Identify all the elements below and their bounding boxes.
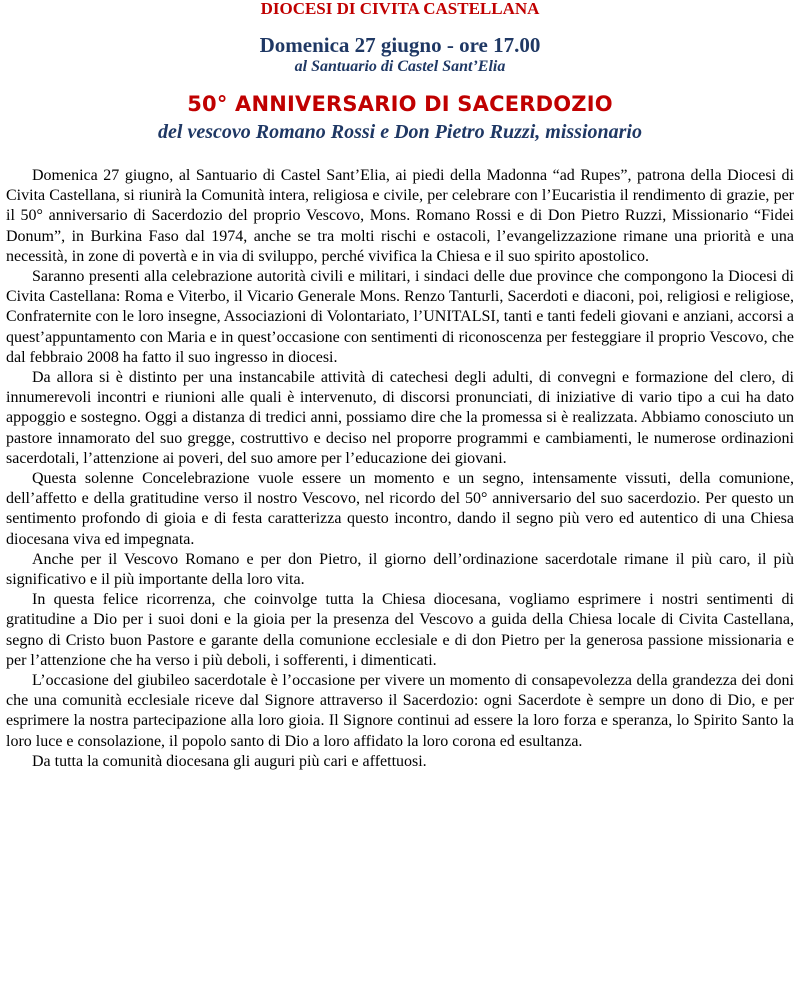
article-body <box>6 166 794 772</box>
body-paragraph: Da tutta la comunità diocesana gli auguri più cari e affettuosi. <box>32 752 427 770</box>
diocese-header: DIOCESI DI CIVITA CASTELLANA <box>260 0 540 18</box>
body-paragraph: In questa felice ricorrenza, che coinvolge tutta la Chiesa diocesana, vogliamo esprimere i nostri sentimenti di gratitudine a Dio per i suoi doni e la gioia per la presenza del Vescovo a guida della Chiesa locale di Civita Castellana, segno di Cristo buon Pastore e garante della comunione ecclesiale e di don Pietro per la generosa passione missionaria e per l’attenzione che ha verso i più deboli, i sofferenti, i dimenticati. <box>6 591 794 669</box>
anniversary-title: 50° ANNIVERSARIO DI SACERDOZIO <box>187 92 613 116</box>
body-paragraph: Questa solenne Concelebrazione vuole essere un momento e un segno, intensamente vissuti, della comunione, dell’affetto e della gratitudine verso il nostro Vescovo, nel ricordo del 50° anniversario del suo sacerdozio. Per questo un sentimento profondo di gioia e di festa caratterizza questo incontro, dando il segno più vero ed autentico di una Chiesa diocesana viva ed impegnata. <box>6 470 794 548</box>
body-paragraph: Da allora si è distinto per una instancabile attività di catechesi degli adulti, di convegni e formazione del clero, di innumerevoli incontri e riunioni alle quali è intervenuto, di discorsi pronunciati, di iniziative di vario tipo a cui ha dato appoggio e sostegno. Oggi a distanza di tredici anni, possiamo dire che la promessa si è realizzata. Abbiamo conosciuto un pastore innamorato del suo gregge, costruttivo e deciso nel proporre programmi e cambiamenti, le numerose ordinazioni sacerdotali, l’attenzione ai poveri, del suo amore per l’educazione dei giovani. <box>6 369 794 467</box>
event-date-time: Domenica 27 giugno - ore 17.00 <box>259 33 541 57</box>
body-paragraph: Anche per il Vescovo Romano e per don Pietro, il giorno dell’ordinazione sacerdotale rimane il più caro, il più significativo e il più importante della loro vita. <box>6 550 794 589</box>
anniversary-subtitle: del vescovo Romano Rossi e Don Pietro Ruzzi, missionario <box>158 121 642 143</box>
event-venue: al Santuario di Castel Sant’Elia <box>294 58 506 75</box>
body-paragraph: Saranno presenti alla celebrazione autorità civili e militari, i sindaci delle due province che compongono la Diocesi di Civita Castellana: Roma e Viterbo, il Vicario Generale Mons. Renzo Tanturli, Sacerdoti e diaconi, poi, religiosi e religiose, Confraternite con le loro insegne, Associazioni di Volontariato, l’UNITALSI, tanti e tanti fedeli giovani e anziani, accorsi a quest’appuntamento con Maria e in quest’occasione con sentimenti di riconoscenza per festeggiare il proprio Vescovo, che dal febbraio 2008 ha fatto il suo ingresso in diocesi. <box>6 268 794 366</box>
body-paragraph: L’occasione del giubileo sacerdotale è l’occasione per vivere un momento di consapevolezza della grandezza dei doni che una comunità ecclesiale riceve dal Signore attraverso il Sacerdozio: ogni Sacerdote è sempre un dono di Dio, e per esprimere la nostra partecipazione alla loro gioia. Il Signore continui ad essere la loro forza e speranza, lo Spirito Santo la loro luce e consolazione, il popolo santo di Dio a loro affidato la loro corona ed esultanza. <box>6 672 794 750</box>
body-paragraph: Domenica 27 giugno, al Santuario di Castel Sant’Elia, ai piedi della Madonna “ad Rupes”, patrona della Diocesi di Civita Castellana, si riunirà la Comunità intera, religiosa e civile, per celebrare con l’Eucaristia il rendimento di grazie, per il 50° anniversario di Sacerdozio del proprio Vescovo, Mons. Romano Rossi e di Don Pietro Ruzzi, Missionario “Fidei Donum”, in Burkina Faso dal 1974, anche se tra molti rischi e ostacoli, l’evangelizzazione rimane una priorità e una necessità, in zone di povertà e in via di sviluppo, perché vivifica la Chiesa e il suo spirito apostolico. <box>6 167 794 265</box>
